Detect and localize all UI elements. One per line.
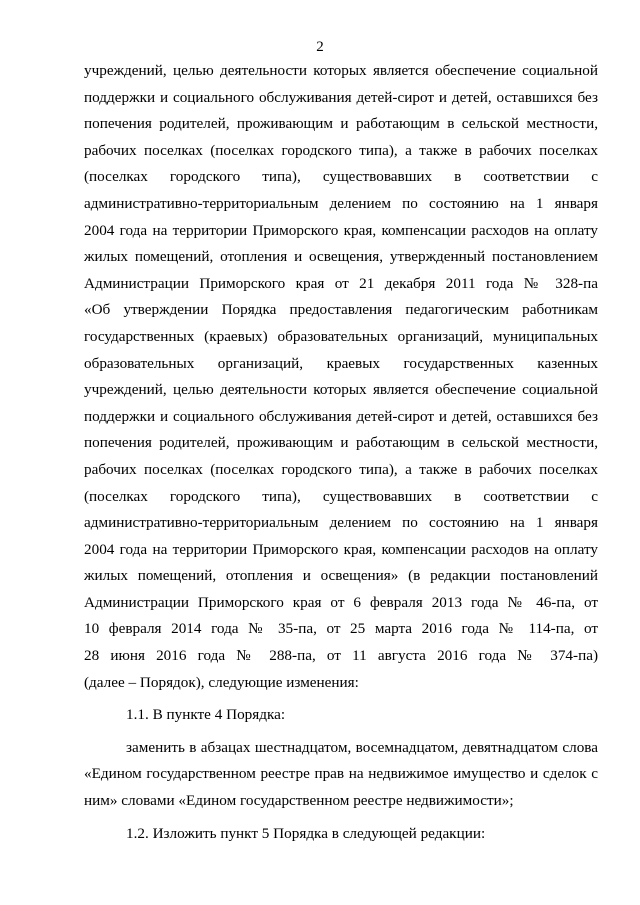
text-line: «Едином государственном реестре прав на недвижимое имущество и сделок с <box>84 765 598 783</box>
list-item-heading: 1.2. Изложить пункт 5 Порядка в следующей редакции: <box>126 824 486 842</box>
text-line: Администрации Приморского края от 21 декабря 2011 года № 328-па <box>84 274 598 292</box>
page-number: 2 <box>316 39 324 55</box>
text-line: попечения родителей, проживающим и работающим в сельской местности, <box>84 434 598 452</box>
document-body <box>84 58 598 847</box>
text-line: 2004 года на территории Приморского края, компенсации расходов на оплату <box>84 221 598 239</box>
text-line: административно-территориальным делением по состоянию на 1 января <box>84 514 598 532</box>
text-line: административно-территориальным делением по состоянию на 1 января <box>84 194 598 212</box>
text-line: попечения родителей, проживающим и работающим в сельской местности, <box>84 115 598 133</box>
text-line: рабочих поселках (поселках городского типа), а также в рабочих поселках <box>84 460 598 478</box>
text-line: образовательных организаций, краевых государственных казенных <box>84 354 598 372</box>
text-line: учреждений, целью деятельности которых является обеспечение социальной <box>84 62 598 79</box>
text-line: 28 июня 2016 года № 288-па, от 11 августа 2016 года № 374-па) <box>84 647 598 665</box>
text-line: Администрации Приморского края от 6 февраля 2013 года № 46-па, от <box>84 593 598 611</box>
text-line: рабочих поселках (поселках городского типа), а также в рабочих поселках <box>84 141 598 159</box>
text-line: жилых помещений, отопления и освещения» (в редакции постановлений <box>84 567 598 585</box>
text-line: (поселках городского типа), существовавших в соответствии с <box>84 487 598 505</box>
text-line: 10 февраля 2014 года № 35-па, от 25 марта 2016 года № 114-па, от <box>84 620 598 638</box>
text-line: жилых помещений, отопления и освещения, утвержденный постановлением <box>84 248 598 266</box>
text-line: поддержки и социального обслуживания детей-сирот и детей, оставшихся без <box>84 88 598 106</box>
text-line: 2004 года на территории Приморского края, компенсации расходов на оплату <box>84 540 598 558</box>
text-line: поддержки и социального обслуживания детей-сирот и детей, оставшихся без <box>84 407 598 425</box>
text-line: (далее – Порядок), следующие изменения: <box>84 673 359 691</box>
text-line: (поселках городского типа), существовавших в соответствии с <box>84 168 598 186</box>
text-line: ним» словами «Едином государственном реестре недвижимости»; <box>84 792 514 810</box>
list-item-heading: 1.1. В пункте 4 Порядка: <box>126 706 286 724</box>
text-line: государственных (краевых) образовательных организаций, муниципальных <box>84 327 598 345</box>
text-line: учреждений, целью деятельности которых является обеспечение социальной <box>84 381 598 399</box>
text-line: заменить в абзацах шестнадцатом, восемнадцатом, девятнадцатом слова <box>126 738 598 756</box>
text-line: «Об утверждении Порядка предоставления педагогическим работникам <box>84 301 598 319</box>
